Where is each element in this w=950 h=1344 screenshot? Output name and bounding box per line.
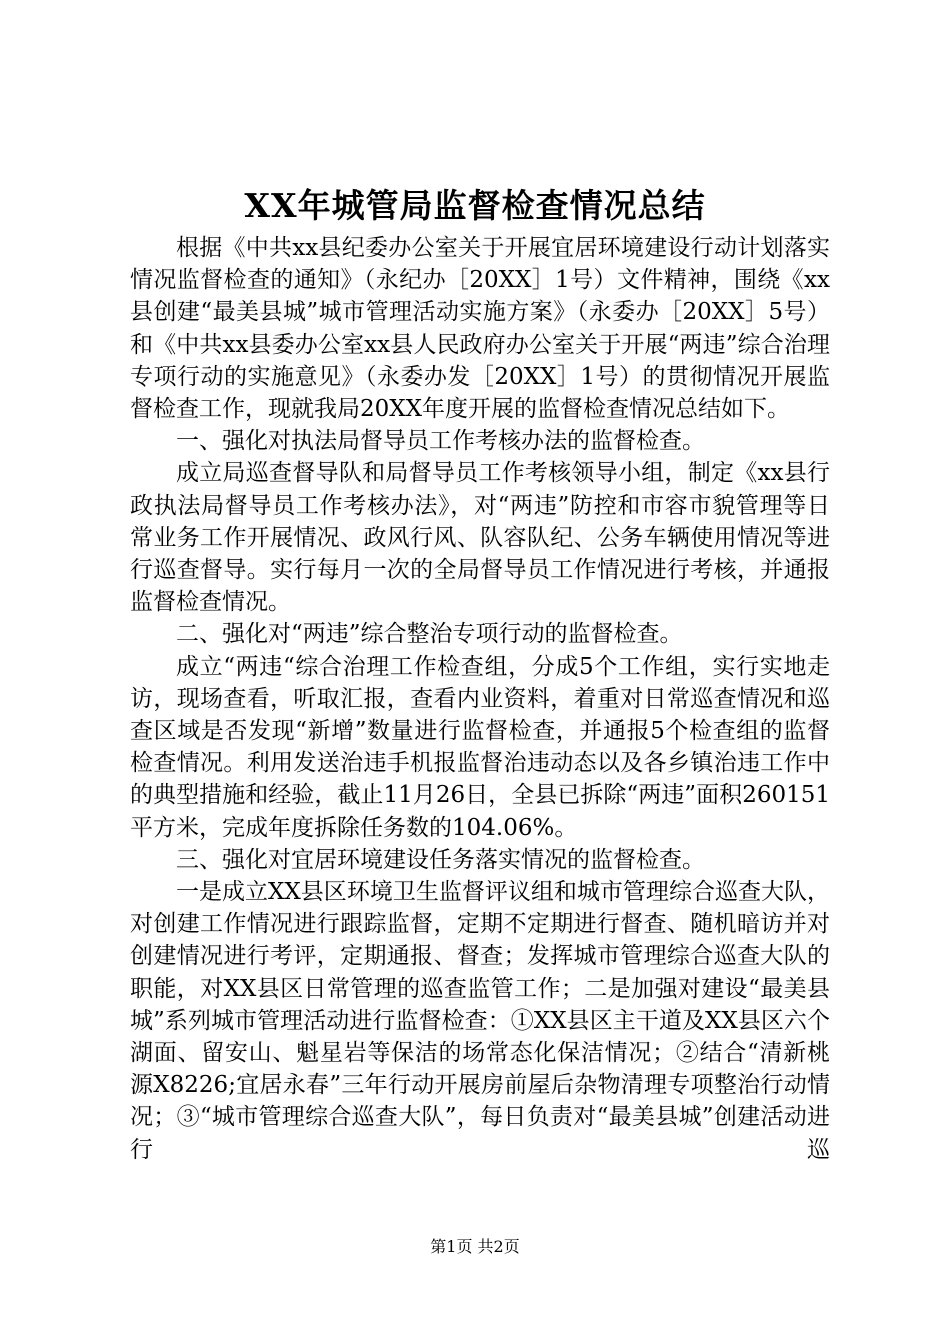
section-heading-3: 三、强化对宜居环境建设任务落实情况的监督检查。 — [176, 846, 705, 873]
section-heading-2: 二、强化对“两违”综合整治专项行动的监督检查。 — [176, 621, 683, 648]
document-body — [130, 232, 830, 1166]
paragraph-section-3: 一是成立XX县区环境卫生监督评议组和城市管理综合巡查大队，对创建工作情况进行跟踪监督，定期不定期进行督查、随机暗访并对创建情况进行考评，定期通报、督查；发挥城市管理综合巡查大队的职能，对XX县区日常管理的巡查监管工作；二是加强对建设“最美县城”系列城市管理活动进行监督检查：①XX县区主干道及XX县区六个湖面、留安山、魁星岩等保洁的场常态化保洁情况；②结合“清新桃源X8226;宜居永春”三年行动开展房前屋后杂物清理专项整治行动情况；③“城市管理综合巡查大队”，每日负责对“最美县城”创建活动进行巡 — [130, 879, 830, 1163]
paragraph-section-2: 成立“两违“综合治理工作检查组，分成5个工作组，实行实地走访，现场查看，听取汇报，查看内业资料，着重对日常巡查情况和巡查区域是否发现“新增”数量进行监督检查，并通报5个检查组的监督检查情况。利用发送治违手机报监督治违动态以及各乡镇治违工作中的典型措施和经验，截止11月26日，全县已拆除“两违”面积260151平方米，完成年度拆除任务数的104.06%。 — [130, 653, 830, 841]
page-footer: 第1页 共2页 — [430, 1237, 520, 1256]
paragraph-section-1: 成立局巡查督导队和局督导员工作考核领导小组，制定《xx县行政执法局督导员工作考核办法》，对“两违”防控和市容市貌管理等日常业务工作开展情况、政风行风、队容队纪、公务车辆使用情况等进行巡查督导。实行每月一次的全局督导员工作情况进行考核，并通报监督检查情况。 — [130, 460, 830, 616]
paragraph-intro: 根据《中共xx县纪委办公室关于开展宜居环境建设行动计划落实情况监督检查的通知》（永纪办［20XX］1号）文件精神，围绕《xx县创建“最美县城”城市管理活动实施方案》（永委办［20XX］5号）和《中共xx县委办公室xx县人民政府办公室关于开展“两违”综合治理专项行动的实施意见》（永委办发［20XX］1号）的贯彻情况开展监督检查工作，现就我局20XX年度开展的监督检查情况总结如下。 — [130, 235, 830, 423]
document-title: XX年城管局监督检查情况总结 — [244, 186, 706, 225]
section-heading-1: 一、强化对执法局督导员工作考核办法的监督检查。 — [176, 428, 705, 455]
